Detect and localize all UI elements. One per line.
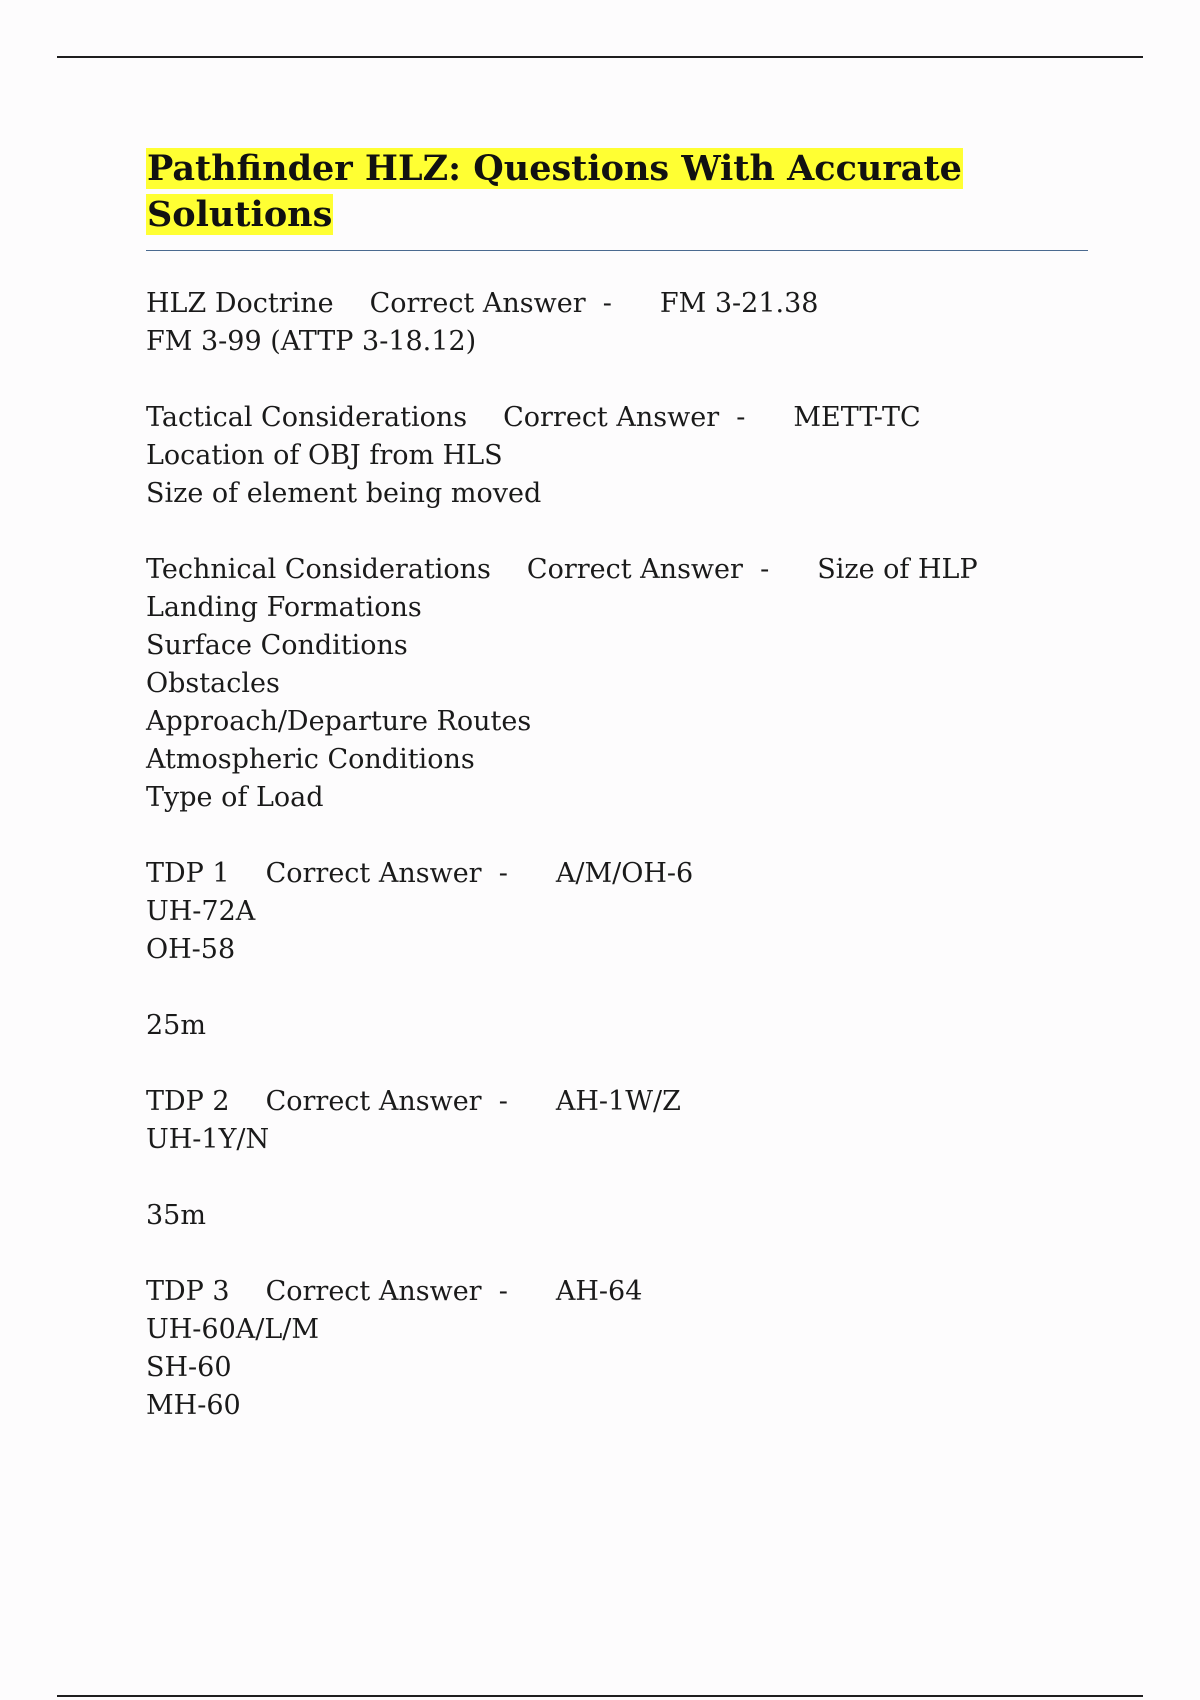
- qa-item-technical-considerations: [146, 551, 1088, 817]
- qa-answer-line: METT-TC: [793, 402, 921, 433]
- document-title: [146, 146, 1088, 238]
- qa-term: TDP 1: [146, 858, 230, 889]
- qa-extra-line: 25m: [146, 1010, 206, 1041]
- qa-first-line: [146, 1083, 1088, 1121]
- qa-answer-line: OH-58: [146, 934, 236, 965]
- document-body: [146, 146, 1088, 1463]
- qa-term: TDP 3: [146, 1276, 230, 1307]
- qa-answer-line: AH-1W/Z: [555, 1086, 681, 1117]
- title-line-1: Pathfinder HLZ: Questions With Accurate: [147, 148, 962, 189]
- qa-list: [146, 285, 1088, 1425]
- qa-answer-line: Type of Load: [146, 782, 324, 813]
- qa-term: TDP 2: [146, 1086, 230, 1117]
- qa-answer-line: MH-60: [146, 1390, 241, 1421]
- qa-first-line: [146, 399, 1088, 437]
- qa-answer-line: A/M/OH-6: [555, 858, 694, 889]
- qa-first-line: [146, 1273, 1088, 1311]
- correct-answer-label: Correct Answer -: [526, 554, 770, 585]
- correct-answer-label: Correct Answer -: [503, 402, 746, 433]
- qa-answer-line: Approach/Departure Routes: [146, 706, 532, 737]
- correct-answer-label: Correct Answer -: [265, 858, 508, 889]
- qa-answer-line: Size of element being moved: [146, 478, 542, 509]
- title-line-2: Solutions: [147, 194, 333, 235]
- qa-term: Tactical Considerations: [146, 402, 468, 433]
- qa-item-hlz-doctrine: [146, 285, 1088, 361]
- qa-item-tdp-1: [146, 855, 1088, 1045]
- qa-answer-line: Size of HLP: [817, 554, 978, 585]
- qa-answer-line: SH-60: [146, 1352, 232, 1383]
- qa-term: HLZ Doctrine: [146, 288, 334, 319]
- qa-item-tdp-3: [146, 1273, 1088, 1425]
- page-bottom-rule: [57, 1695, 1143, 1697]
- correct-answer-label: Correct Answer -: [265, 1276, 508, 1307]
- qa-answer-line: UH-1Y/N: [146, 1124, 270, 1155]
- qa-answer-line: FM 3-21.38: [659, 288, 819, 319]
- qa-first-line: [146, 551, 1088, 589]
- qa-answer-line: UH-72A: [146, 896, 256, 927]
- qa-first-line: [146, 855, 1088, 893]
- correct-answer-label: Correct Answer -: [265, 1086, 508, 1117]
- qa-answer-line: Landing Formations: [146, 592, 422, 623]
- qa-term: Technical Considerations: [146, 554, 491, 585]
- page-top-rule: [57, 56, 1143, 58]
- qa-item-tactical-considerations: [146, 399, 1088, 513]
- qa-answer-line: UH-60A/L/M: [146, 1314, 320, 1345]
- qa-answer-line: Obstacles: [146, 668, 280, 699]
- qa-answer-line: Surface Conditions: [146, 630, 408, 661]
- qa-first-line: [146, 285, 1088, 323]
- title-underline: [146, 250, 1088, 251]
- qa-answer-line: Location of OBJ from HLS: [146, 440, 503, 471]
- correct-answer-label: Correct Answer -: [369, 288, 612, 319]
- qa-item-tdp-2: [146, 1083, 1088, 1235]
- qa-extra-line: 35m: [146, 1200, 206, 1231]
- blank-line: [146, 969, 1088, 1007]
- qa-answer-line: FM 3-99 (ATTP 3-18.12): [146, 326, 477, 357]
- qa-answer-line: AH-64: [555, 1276, 643, 1307]
- qa-answer-line: Atmospheric Conditions: [146, 744, 475, 775]
- blank-line: [146, 1159, 1088, 1197]
